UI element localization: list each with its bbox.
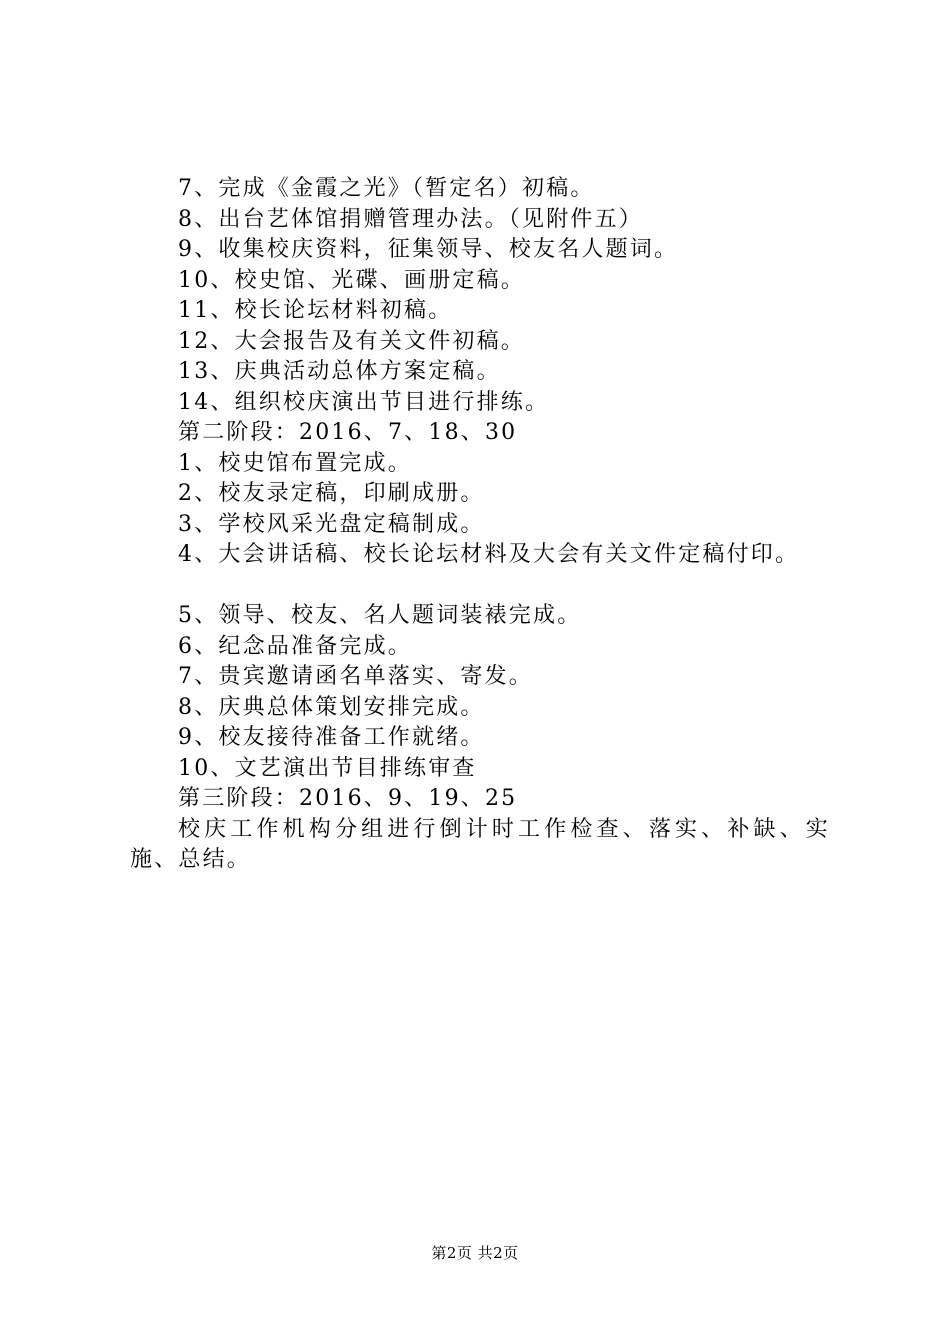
list-item: 10、校史馆、光碟、画册定稿。 — [178, 267, 525, 293]
list-item: 6、纪念品准备完成。 — [178, 633, 412, 659]
list-item: 12、大会报告及有关文件初稿。 — [178, 328, 525, 354]
section-heading-stage-two: 第二阶段：2016、7、18、30 — [178, 420, 518, 445]
list-item: 9、校友接待准备工作就绪。 — [178, 725, 485, 750]
closing-paragraph: 校庆工作机构分组进行倒计时工作检查、落实、补缺、实施、总结。 — [130, 816, 830, 872]
list-item: 7、贵宾邀请函名单落实、寄发。 — [178, 664, 533, 689]
list-item: 2、校友录定稿，印刷成册。 — [178, 481, 485, 506]
list-item: 8、庆典总体策划安排完成。 — [178, 694, 485, 720]
document-body — [130, 174, 830, 876]
list-item: 3、学校风采光盘定稿制成。 — [178, 511, 485, 537]
list-item: 9、收集校庆资料，征集领导、校友名人题词。 — [178, 237, 679, 262]
list-item: 13、庆典活动总体方案定稿。 — [178, 359, 501, 384]
list-item: 14、组织校庆演出节目进行排练。 — [178, 389, 550, 415]
blank-line — [130, 571, 830, 602]
list-item: 1、校史馆布置完成。 — [178, 450, 412, 476]
section-heading-stage-three: 第三阶段：2016、9、19、25 — [178, 786, 518, 811]
list-item: 10、文艺演出节目排练审查 — [178, 755, 477, 781]
list-item: 7、完成《金霞之光》（暂定名）初稿。 — [178, 176, 595, 201]
list-item: 5、领导、校友、名人题词装裱完成。 — [178, 603, 582, 628]
list-item: 11、校长论坛材料初稿。 — [178, 298, 453, 323]
list-item: 4、大会讲话稿、校长论坛材料及大会有关文件定稿付印。 — [178, 542, 800, 567]
list-item: 8、出台艺体馆捐赠管理办法。（见附件五） — [178, 206, 643, 232]
page-footer: 第2页 共2页 — [431, 1244, 519, 1262]
